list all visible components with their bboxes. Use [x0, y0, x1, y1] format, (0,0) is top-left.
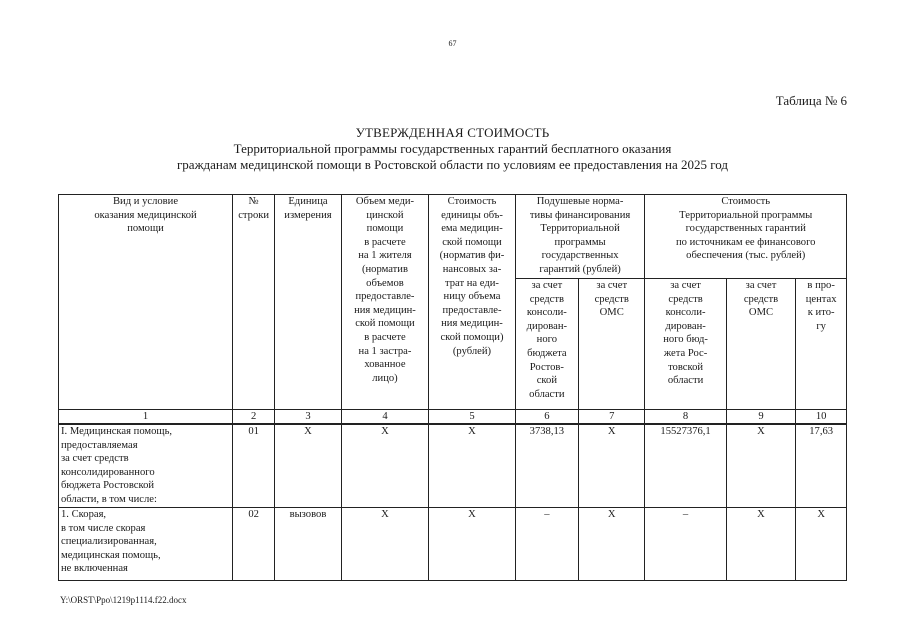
- cell-text-line: Объем меди-: [355, 196, 415, 207]
- cell-text-line: жета Рос-: [663, 347, 708, 359]
- cell-text-line: гарантий (рублей): [539, 263, 621, 275]
- cell-text-line: на 1 застра-: [358, 345, 412, 357]
- cell-text-line: (норматив: [361, 263, 408, 275]
- cell-text-line: медицинская помощь,: [61, 549, 161, 561]
- column-number: 5: [429, 410, 515, 425]
- row-name: [59, 508, 233, 581]
- cell-text-line: в про-: [807, 280, 835, 291]
- cell-text-line: Территориальной: [540, 223, 620, 235]
- row-per-capita-budget: 3738,13: [515, 424, 578, 508]
- cell-text-line: средств: [743, 293, 779, 305]
- cell-text-line: за счет средств: [61, 453, 129, 465]
- cell-text-line: бюджета: [527, 347, 567, 359]
- header-total-oms: [726, 279, 796, 410]
- cell-text-line: Стоимость: [721, 196, 771, 207]
- row-per-capita-budget: –: [515, 508, 578, 581]
- header-total-budget: [645, 279, 726, 410]
- cell-text-line: ОМС: [748, 307, 774, 319]
- cell-text-line: ема медицин-: [441, 223, 503, 235]
- cell-text-line: объемов: [366, 277, 404, 289]
- row-percent: 17,63: [796, 424, 847, 508]
- cell-text-line: нансовых за-: [442, 263, 502, 275]
- cell-text-line: помощи: [127, 223, 164, 235]
- cell-text-line: средств: [529, 293, 564, 305]
- document-title: [0, 125, 905, 173]
- header-unit-cost: [429, 195, 515, 410]
- cell-text-line: центах: [805, 293, 837, 305]
- header-line-number: [233, 195, 275, 410]
- column-number: 6: [515, 410, 578, 425]
- cell-text-line: лицо): [372, 372, 398, 384]
- cell-text-line: товской: [668, 361, 704, 373]
- row-total-oms: Х: [726, 508, 796, 581]
- header-per-capita-budget: [515, 279, 578, 410]
- column-number: 7: [579, 410, 645, 425]
- cell-text-line: за счет: [596, 280, 628, 291]
- cell-text-line: средств: [594, 293, 629, 305]
- cell-text-line: в расчете: [364, 331, 406, 343]
- cell-text-line: помощи: [366, 223, 404, 235]
- column-number: 1: [59, 410, 233, 425]
- cell-text-line: Единица: [288, 196, 328, 207]
- cell-text-line: области, в том числе:: [61, 493, 157, 505]
- cell-text-line: по источникам ее финансового: [676, 236, 816, 248]
- cell-text-line: хованное: [364, 359, 406, 371]
- cell-text-line: ного бюд-: [663, 334, 708, 346]
- row-per-capita-oms: Х: [579, 424, 645, 508]
- cell-text-line: предоставле-: [355, 291, 415, 303]
- row-name: [59, 424, 233, 508]
- cell-text-line: дирован-: [526, 320, 568, 332]
- row-per-capita-oms: Х: [579, 508, 645, 581]
- column-number: 8: [645, 410, 726, 425]
- cell-text-line: за счет: [531, 280, 563, 291]
- cell-text-line: средств: [668, 293, 703, 305]
- row-volume: Х: [341, 508, 429, 581]
- cell-text-line: единицы объ-: [441, 209, 503, 221]
- cell-text-line: (рублей): [452, 345, 492, 357]
- cell-text-line: гу: [816, 320, 826, 332]
- cell-text-line: ОМС: [599, 307, 624, 319]
- cell-text-line: №: [248, 196, 259, 207]
- cell-text-line: ницу объема: [443, 291, 501, 303]
- cell-text-line: за счет: [745, 280, 777, 291]
- cell-text-line: государственных: [541, 250, 619, 262]
- cell-text-line: Ростов-: [529, 361, 564, 373]
- row-volume: Х: [341, 424, 429, 508]
- cell-text-line: ской помощи): [440, 331, 504, 343]
- cell-text-line: тивы финансирования: [529, 209, 631, 221]
- cell-text-line: государственных гарантий: [685, 223, 806, 235]
- title-line-2: Территориальной программы государственных гарантий бесплатного оказания: [233, 141, 672, 156]
- cell-text-line: цинской: [366, 209, 404, 221]
- column-number: 2: [233, 410, 275, 425]
- cell-text-line: 1. Скорая,: [61, 509, 107, 520]
- title-line-3: гражданам медицинской помощи в Ростовской области по условиям ее предоставления на 2025 год: [176, 157, 729, 172]
- column-number: 3: [275, 410, 341, 425]
- row-total-budget: –: [645, 508, 726, 581]
- cell-text-line: не включенная: [61, 563, 128, 575]
- column-number: 10: [796, 410, 847, 425]
- table-row: [59, 508, 847, 581]
- row-line-number: 01: [233, 424, 275, 508]
- cell-text-line: I. Медицинская помощь,: [61, 426, 173, 437]
- cell-text-line: ного: [536, 334, 558, 346]
- cell-text-line: Вид и условие: [112, 196, 179, 207]
- cell-text-line: в расчете: [364, 236, 406, 248]
- cell-text-line: программы: [554, 236, 606, 248]
- cell-text-line: обеспечения (тыс. рублей): [686, 250, 806, 262]
- cell-text-line: измерения: [284, 209, 332, 221]
- column-number-row: [59, 410, 847, 425]
- cell-text-line: дирован-: [665, 320, 706, 332]
- row-line-number: 02: [233, 508, 275, 581]
- file-path-footer: Y:\ORST\Ppo\1219p1114.f22.docx: [60, 595, 187, 605]
- cell-text-line: ния медицин-: [354, 304, 416, 316]
- header-type-of-care: [59, 195, 233, 410]
- cell-text-line: на 1 жителя: [358, 250, 412, 262]
- page-number: 67: [448, 39, 457, 48]
- table-row: [59, 424, 847, 508]
- cell-text-line: Стоимость: [447, 196, 497, 207]
- row-unit-cost: Х: [429, 424, 515, 508]
- cell-text-line: Территориальной программы: [679, 209, 813, 221]
- cell-text-line: ния медицин-: [441, 318, 503, 330]
- cell-text-line: ской помощи: [442, 236, 502, 248]
- cell-text-line: Подушевые норма-: [536, 196, 624, 207]
- cell-text-line: области: [529, 388, 565, 400]
- cell-text-line: области: [667, 375, 704, 387]
- table-label: Таблица № 6: [775, 93, 847, 108]
- cell-text-line: трат на еди-: [445, 277, 499, 289]
- cell-text-line: за счет: [670, 280, 701, 291]
- header-unit: [275, 195, 341, 410]
- cell-text-line: ской помощи: [355, 318, 415, 330]
- cell-text-line: оказания медицинской: [94, 209, 197, 221]
- row-unit: Х: [275, 424, 341, 508]
- cell-text-line: строки: [238, 209, 270, 221]
- row-total-budget: 15527376,1: [645, 424, 726, 508]
- cell-text-line: к ито-: [807, 307, 835, 319]
- header-volume: [341, 195, 429, 410]
- cell-text-line: специализированная,: [61, 536, 157, 548]
- header-row-1: [59, 195, 847, 279]
- row-unit: вызовов: [275, 508, 341, 581]
- column-number: 9: [726, 410, 796, 425]
- row-percent: Х: [796, 508, 847, 581]
- cell-text-line: (норматив фи-: [439, 250, 505, 262]
- cell-text-line: консолидированного: [61, 466, 155, 478]
- cell-text-line: предоставляемая: [61, 439, 138, 451]
- column-number: 4: [341, 410, 429, 425]
- cell-text-line: в том числе скорая: [61, 522, 146, 534]
- row-total-oms: Х: [726, 424, 796, 508]
- cell-text-line: бюджета Ростовской: [61, 480, 155, 492]
- title-line-1: УТВЕРЖДЕННАЯ СТОИМОСТЬ: [355, 125, 550, 140]
- header-total-cost-group: [645, 195, 847, 279]
- header-per-capita-oms: [579, 279, 645, 410]
- header-per-capita-group: [515, 195, 645, 279]
- cell-text-line: консоли-: [526, 307, 567, 319]
- row-unit-cost: Х: [429, 508, 515, 581]
- cell-text-line: консоли-: [665, 307, 706, 319]
- cell-text-line: предоставле-: [442, 304, 502, 316]
- cell-text-line: ской: [536, 375, 557, 387]
- header-percent: [796, 279, 847, 410]
- cost-table: [58, 194, 847, 581]
